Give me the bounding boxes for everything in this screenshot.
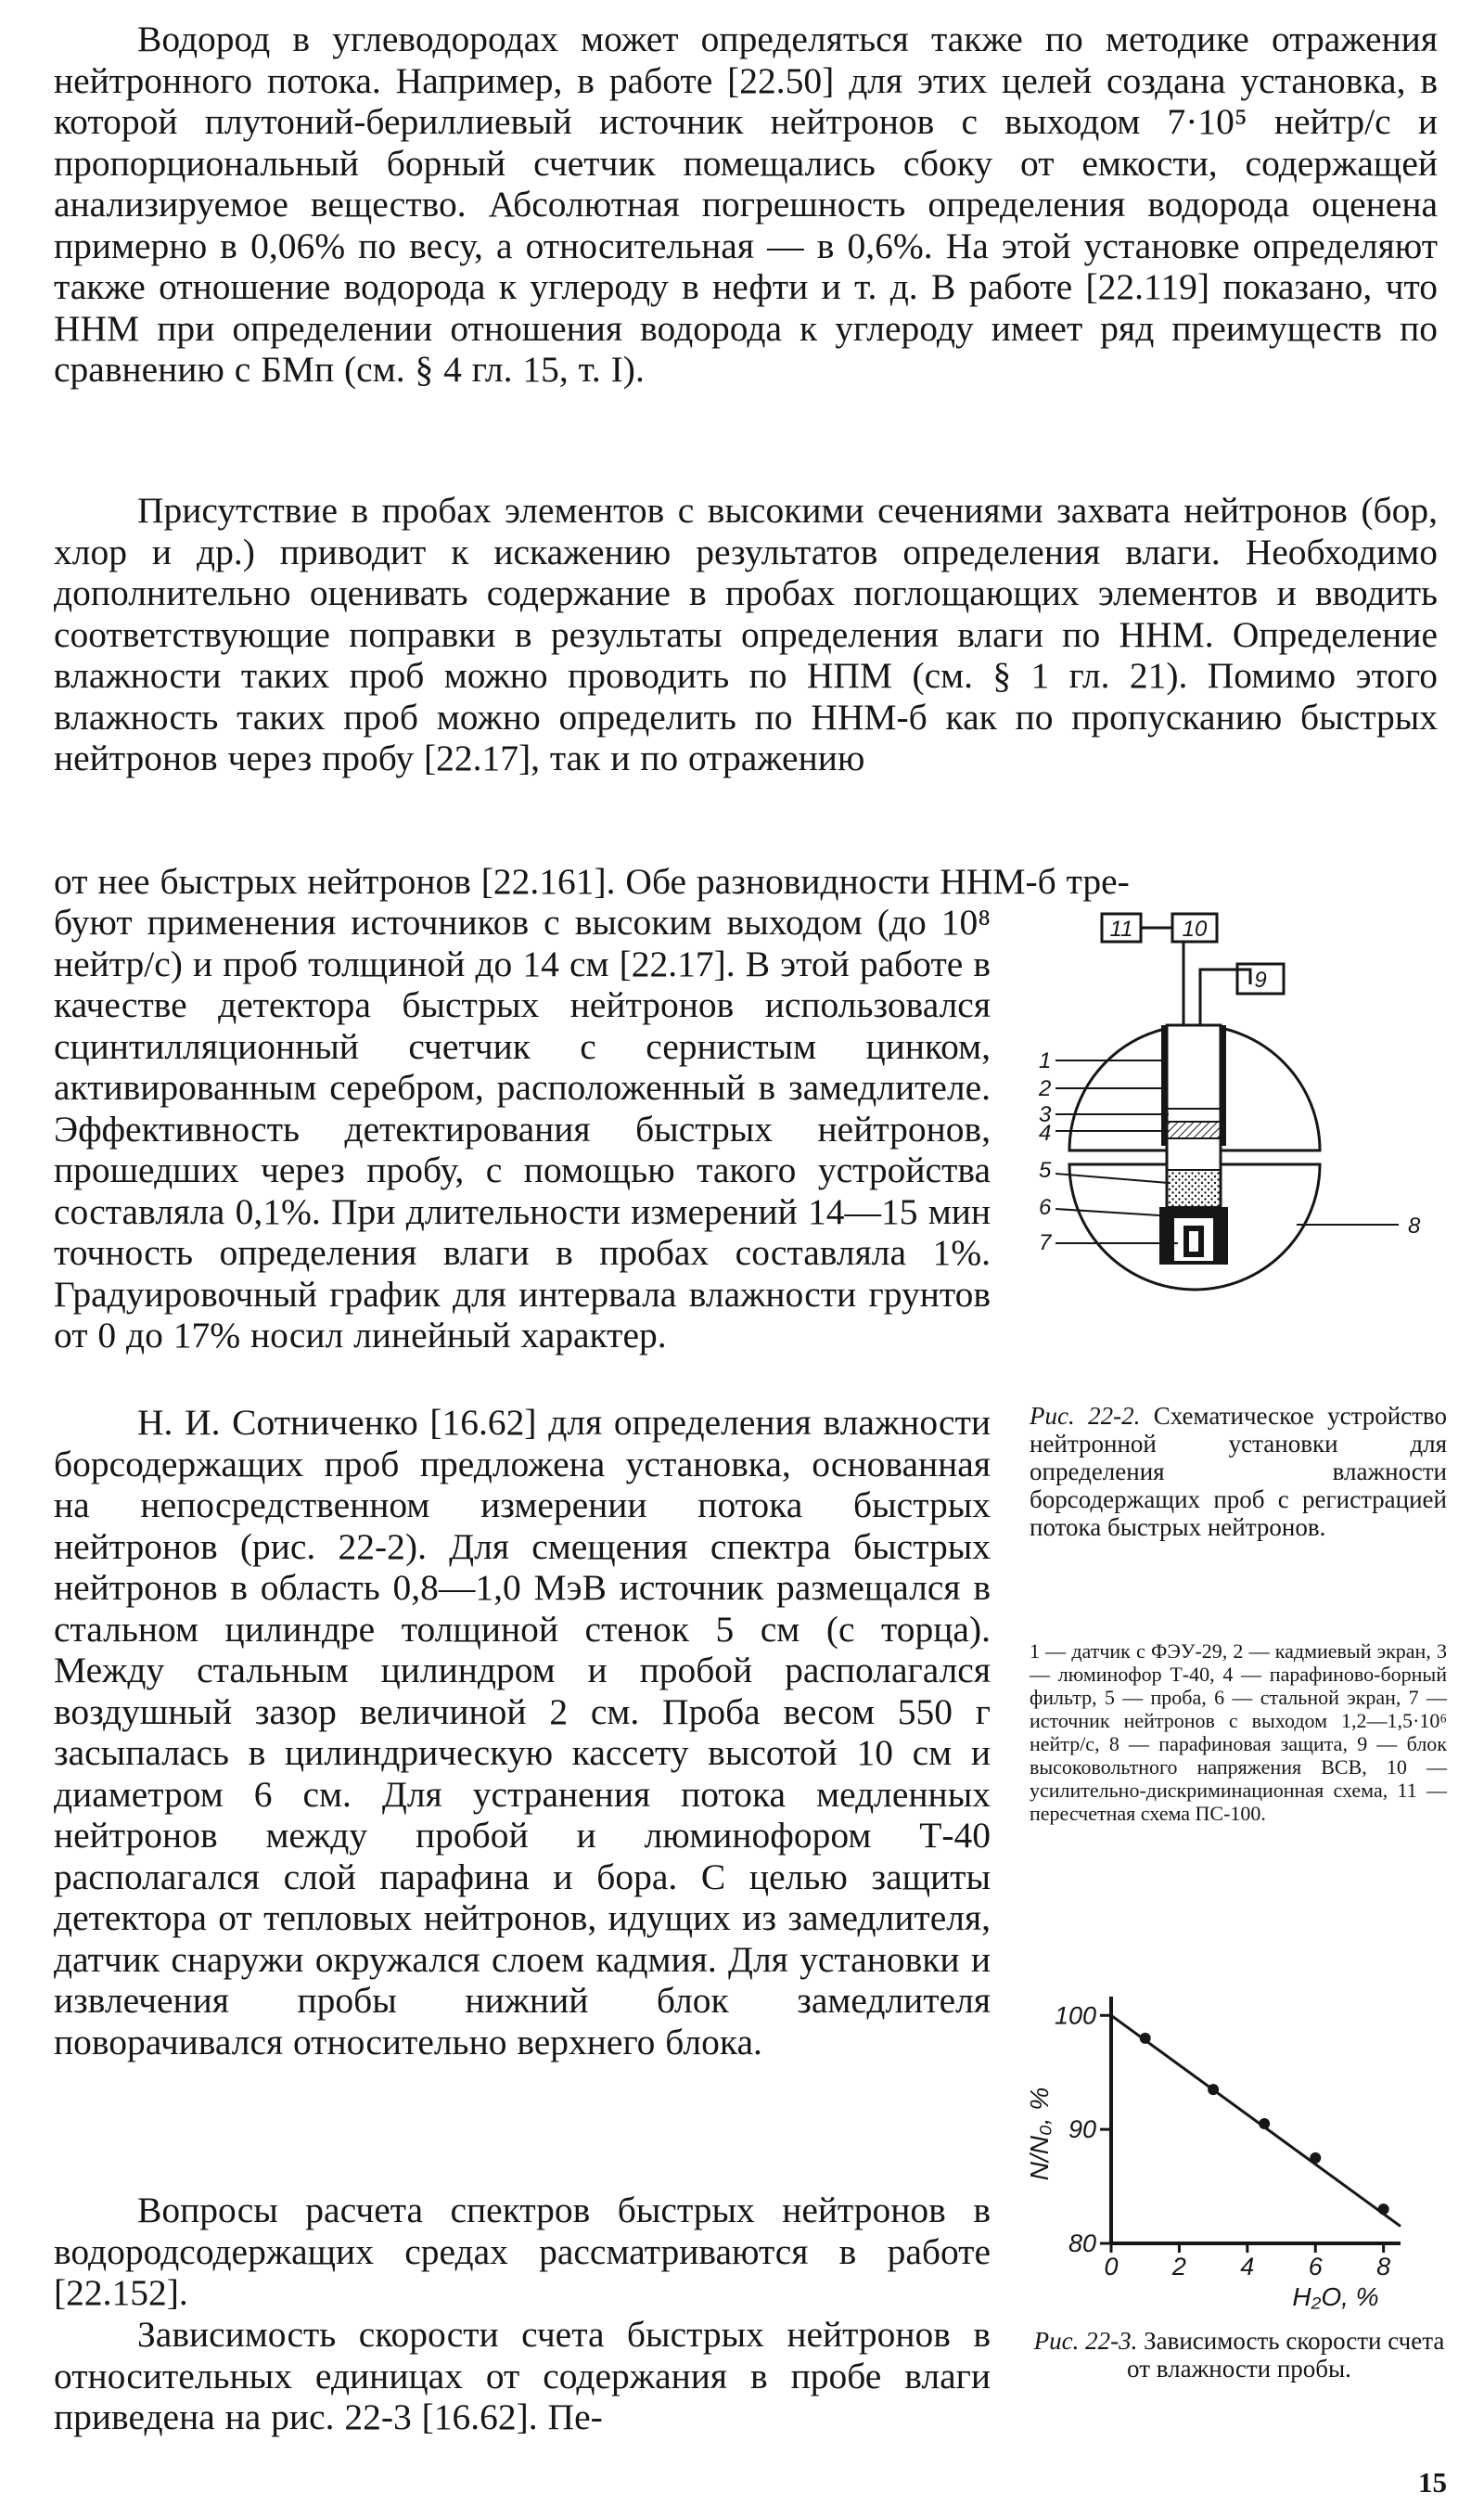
part-label-6: 6: [1039, 1195, 1052, 1220]
data-point: [1378, 2203, 1389, 2215]
paragraph-count-rate-dependence: Зависимость скорости счета быстрых нейтронов в относительных единицах от содержания в пробе влаги приведена на рис. 22-3 [16.62]. Пе-: [54, 2314, 991, 2437]
paragraph-sotnichenko-setup: Н. И. Сотниченко [16.62] для определения влажности борсодержащих проб предложена установка, основанная на непосредственном измерении потока быстрых нейтронов (рис. 22-2). Для смещения спектра быстрых нейтронов в область 0,8—1,0 МэВ источник размещался в стальном цилиндре толщиной стенок 5 см (с торца). Между стальным цилиндром и пробой располагался воздушный зазор величиной 2 см. Проба весом 550 г засыпалась в цилиндрическую кассету высотой 10 см и диаметром 6 см. Для устранения потока медленных нейтронов между пробой и люминофором Т-40 располагался слой парафина и бора. С целью защиты детектора от тепловых нейтронов, идущих из замедлителя, датчик снаружи окружался слоем кадмия. Для установки и извлечения пробы нижний блок замедлителя поворачивался относительно верхнего блока.: [54, 1402, 991, 2062]
svg-text:10: 10: [1182, 917, 1208, 942]
x-tick-label: 4: [1240, 2253, 1255, 2280]
chart-points: [1140, 2033, 1389, 2215]
figure-22-2-caption-text: Схематическое устройство нейтронной установки для определения влажности борсодержащих проб с регистрацией потока быстрых нейтронов.: [1030, 1402, 1447, 1541]
part-label-3: 3: [1039, 1102, 1052, 1127]
x-tick-label: 8: [1376, 2253, 1391, 2280]
figure-22-2-legend: 1 — датчик с ФЭУ-29, 2 — кадмиевый экран, 3 — люминофор Т-40, 4 — парафиново-борный фильтр, 5 — проба, 6 — стальной экран, 7 — источник нейтронов с выходом 1,2—1,5·10⁶ нейтр/с, 8 — парафиновая защита, 9 — блок высоковольтного напряжения ВСВ, 10 — усилительно-дискриминационная схема, 11 — пересчетная схема ПС-100.: [1030, 1639, 1447, 1825]
chart-x-ticks: [1104, 2243, 1390, 2280]
figure-22-3-caption: [1031, 2327, 1447, 2383]
paragraph-absorbing-elements: Присутствие в пробах элементов с высокими сечениями захвата нейтронов (бор, хлор и др.) приводит к искажению результатов определения влаги. Необходимо дополнительно оценивать содержание в пробах поглощающих элементов и вводить соответствующие поправки в результаты определения влаги по ННМ. Определение влажности таких проб можно проводить по НПМ (см. § 1 гл. 21). Помимо этого влажность таких проб можно определить по ННМ-б как по пропусканию быстрых нейтронов через пробу [22.17], так и по отражению: [54, 490, 1438, 778]
x-tick-label: 0: [1104, 2253, 1119, 2280]
chart-y-axis-label: N/N₀, %: [1025, 2087, 1054, 2181]
svg-text:9: 9: [1254, 968, 1267, 993]
part-label-7: 7: [1039, 1230, 1052, 1255]
y-tick-label: 80: [1068, 2229, 1096, 2257]
figure-22-2-caption-label: Рис. 22-2.: [1030, 1402, 1141, 1430]
paragraph-scintillation-counter: буют применения источников с высоким выходом (до 10⁸ нейтр/с) и проб толщиной до 14 см [22.17]. В этой работе в качестве детектора быстрых нейтронов использовался сцинтилляционный счетчик с сернистым цинком, активированным серебром, расположенный в замедлителе. Эффективность детектирования быстрых нейтронов, прошедших через пробу, с помощью такого устройства составляла 0,1%. При длительности измерений 14—15 мин точность определения влаги в пробах составляла 1%. Градуировочный график для интервала влажности грунтов от 0 до 17% носил линейный характер.: [54, 902, 991, 1355]
page-number: 15: [1418, 2466, 1447, 2499]
figure-22-3-caption-text: Зависимость скорости счета от влажности пробы.: [1127, 2327, 1445, 2383]
part-label-1: 1: [1039, 1048, 1052, 1073]
part-label-5: 5: [1039, 1158, 1052, 1183]
part-label-2: 2: [1039, 1076, 1052, 1101]
figure-22-3-chart: [1011, 1995, 1447, 2315]
chart-fit-line: [1111, 2015, 1401, 2226]
figure-22-2-schematic: [1018, 895, 1445, 1396]
box-11: [1102, 914, 1141, 942]
figure-22-3-caption-label: Рис. 22-3.: [1033, 2327, 1138, 2355]
data-point: [1259, 2118, 1270, 2129]
x-tick-label: 2: [1171, 2253, 1186, 2280]
paragraph-absorbing-elements-end-line: от нее быстрых нейтронов [22.161]. Обе разновидности ННМ-б тре-: [54, 861, 1130, 902]
data-point: [1140, 2033, 1151, 2044]
paragraph-hydrogen-determination: Водород в углеводородах может определяться также по методике отражения нейтронного потока. Например, в работе [22.50] для этих целей создана установка, в которой плутоний-бериллиевый источник нейтронов с выходом 7·10⁵ нейтр/с и пропорциональный борный счетчик помещались сбоку от емкости, содержащей анализируемое вещество. Абсолютная погрешность определения водорода оценена примерно в 0,06% по весу, а относительная — в 0,6%. На этой установке определяют также отношение водорода к углероду в нефти и т. д. В работе [22.119] показано, что ННМ при определении отношения водорода к углероду имеет ряд преимуществ по сравнению с БМп (см. § 4 гл. 15, т. I).: [54, 19, 1438, 390]
part-label-8: 8: [1408, 1214, 1421, 1239]
chart-x-axis-label: H₂O, %: [1292, 2282, 1379, 2311]
figure-22-2-caption: [1030, 1402, 1447, 1541]
paragraph-spectra-calculation: Вопросы расчета спектров быстрых нейтронов в водородсодержащих средах рассматриваются в работе [22.152].: [54, 2190, 991, 2313]
y-tick-label: 90: [1068, 2115, 1096, 2144]
data-point: [1208, 2084, 1219, 2095]
y-tick-label: 100: [1054, 2001, 1096, 2030]
data-point: [1310, 2152, 1321, 2164]
svg-text:11: 11: [1109, 917, 1133, 942]
box-10: [1172, 914, 1217, 942]
x-tick-label: 6: [1308, 2253, 1323, 2280]
fit-line: [1111, 2015, 1401, 2226]
part-label-4: 4: [1039, 1121, 1052, 1146]
chart-y-ticks: [1055, 2001, 1111, 2257]
